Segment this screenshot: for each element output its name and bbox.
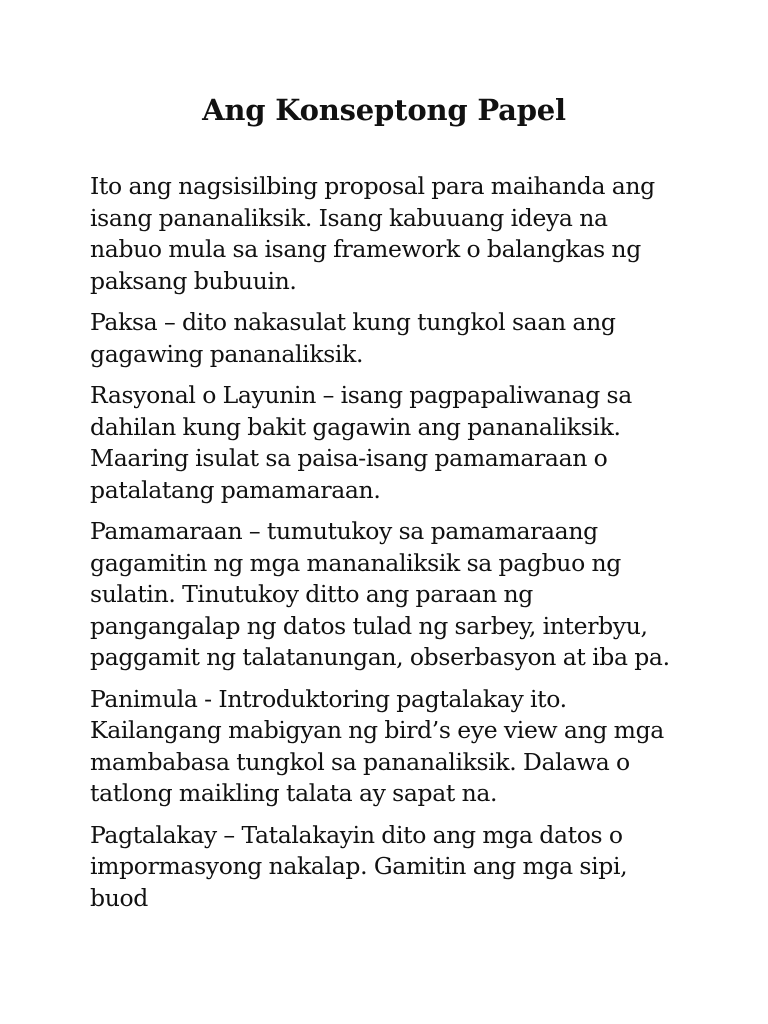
pamamaraan-paragraph: Pamamaraan – tumutukoy sa pamamaraang gagamitin ng mga mananaliksik sa pagbuo ng sulatin. Tinutukoy ditto ang paraan ng pangangalap ng datos tulad ng sarbey, interbyu, paggamit ng talatanungan, obserbasyon at iba pa. — [90, 517, 670, 671]
rasyonal-paragraph: Rasyonal o Layunin – isang pagpapaliwanag sa dahilan kung bakit gagawin ang pananaliksik. Maaring isulat sa paisa-isang pamamaraan o patalatang pamamaraan. — [90, 381, 632, 504]
panimula-paragraph: Panimula - Introduktoring pagtalakay ito. Kailangang mabigyan ng bird’s eye view ang mga mambabasa tungkol sa pananaliksik. Dalawa o tatlong maikling talata ay sapat na. — [90, 684, 664, 807]
document-body — [90, 171, 678, 914]
pagtalakay-paragraph: Pagtalakay – Tatalakayin dito ang mga datos o impormasyong nakalap. Gamitin ang mga sipi, buod — [90, 820, 628, 912]
paksa-paragraph: Paksa – dito nakasulat kung tungkol saan ang gagawing pananaliksik. — [90, 308, 616, 368]
intro-paragraph: Ito ang nagsisilbing proposal para maihanda ang isang pananaliksik. Isang kabuuang ideya na nabuo mula sa isang framework o balangkas ng paksang bubuuin. — [90, 172, 655, 295]
document-title: Ang Konseptong Papel — [202, 93, 566, 127]
